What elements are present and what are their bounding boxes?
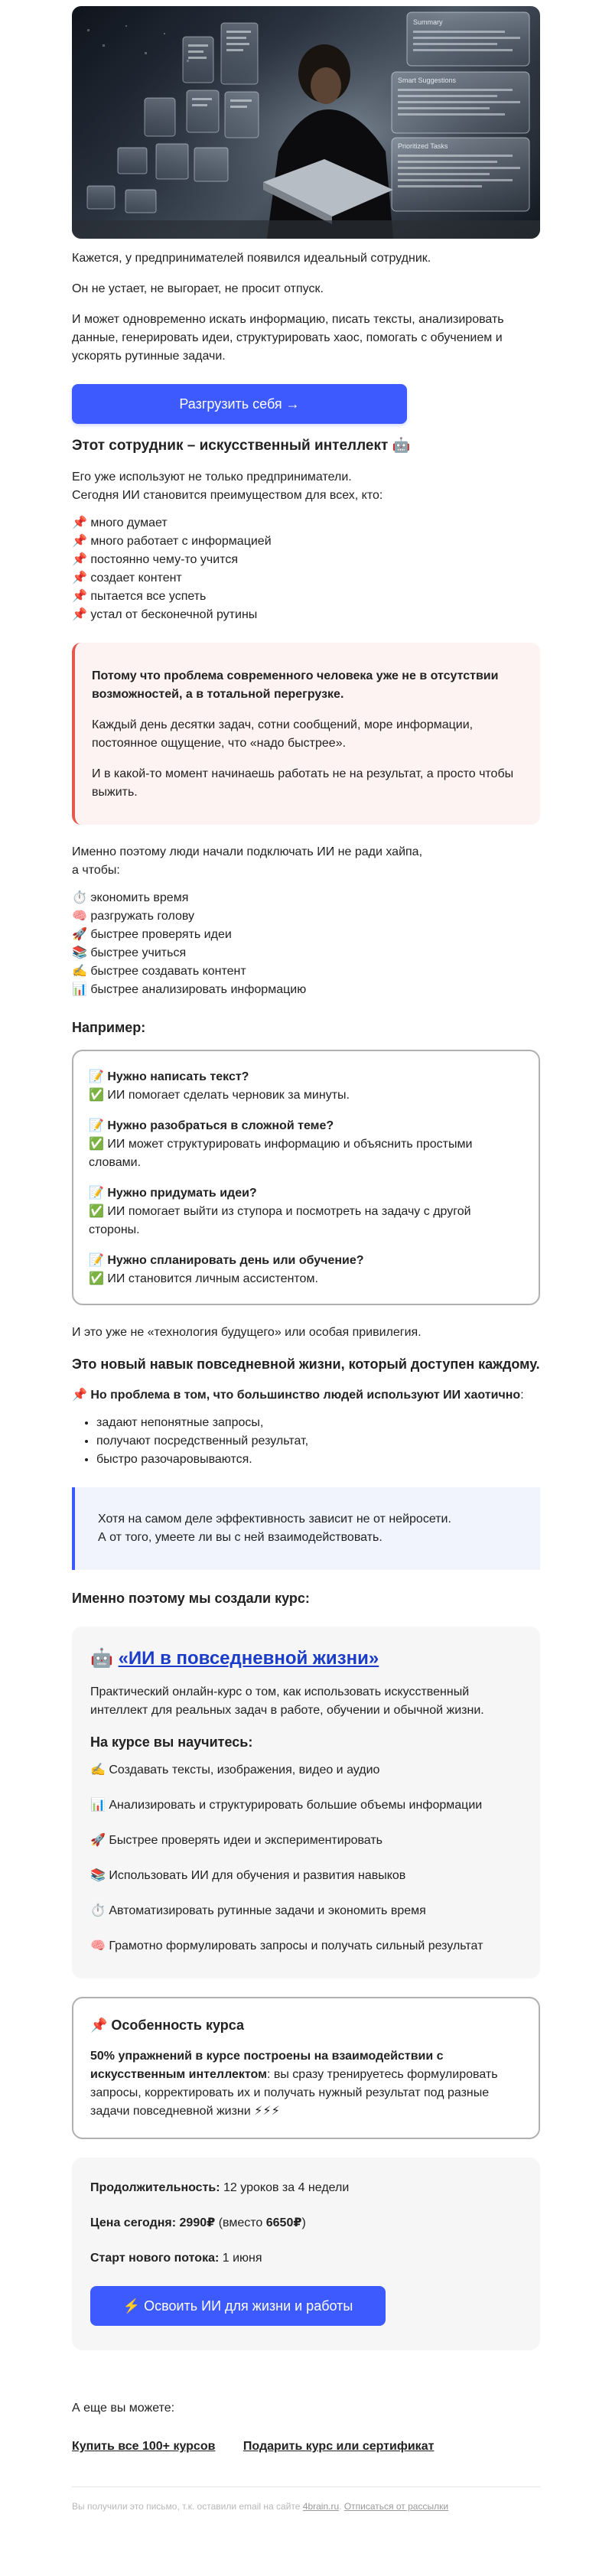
example-answer: ✅ ИИ помогает сделать черновик за минуты. [89, 1089, 350, 1102]
robot-icon: 🤖 [90, 1648, 113, 1669]
list-item: • задают непонятные запросы, [96, 1414, 540, 1432]
example-item [89, 1252, 522, 1288]
list-item: 📌 постоянно чему-то учится [72, 553, 238, 566]
why-line: Именно поэтому люди начали подключать ИИ не ради хайпа, [72, 845, 423, 858]
problem-bold: 📌 Но проблема в том, что большинство людей используют ИИ хаотично [72, 1389, 521, 1402]
list-item: • быстро разочаровываются. [96, 1451, 540, 1469]
gift-course-link[interactable]: Подарить курс или сертификат [243, 2440, 435, 2453]
employee-line: Его уже используют не только предприниматели. [72, 471, 352, 484]
skill-heading: Это новый навык повседневной жизни, который доступен каждому. [72, 1356, 540, 1372]
problem-text [72, 1386, 540, 1405]
buy-all-courses-link[interactable]: Купить все 100+ курсов [72, 2440, 216, 2453]
audience-list [72, 514, 540, 624]
example-question: 📝 Нужно придумать идеи? [89, 1187, 257, 1200]
list-item: 🚀 быстрее проверять идеи [72, 928, 232, 941]
skill-item: ✍️ Создавать тексты, изображения, видео и аудио [90, 1763, 380, 1776]
callout-text: Каждый день десятки задач, сотни сообщений, море информации, постоянное ощущение, что «надо быстрее». [92, 718, 474, 750]
unsubscribe-link[interactable]: Отписаться от рассылки [343, 2501, 449, 2512]
callout-text: И в какой-то момент начинаешь работать не на результат, а просто чтобы выжить. [92, 767, 514, 799]
course-info-box [72, 2158, 540, 2350]
learn-heading: На курсе вы научитесь: [90, 1734, 253, 1750]
quote-line: Хотя на самом деле эффективность зависит не от нейросети. [98, 1513, 451, 1526]
start-value: 1 июня [219, 2252, 262, 2265]
employee-line: Сегодня ИИ становится преимуществом для всех, кто: [72, 489, 383, 502]
skill-item: 📚 Использовать ИИ для обучения и развития навыков [90, 1869, 406, 1882]
list-item: 🧠 разгружать голову [72, 910, 195, 923]
future-text: И это уже не «технология будущего» или особая привилегия. [72, 1326, 422, 1339]
list-item: 📌 создает контент [72, 572, 182, 585]
example-answer: ✅ ИИ может структурировать информацию и объяснить простыми словами. [89, 1138, 473, 1169]
course-card [72, 1627, 540, 1978]
example-answer: ✅ ИИ становится личным ассистентом. [89, 1272, 318, 1285]
skill-item: ⏱️ Автоматизировать рутинные задачи и экономить время [90, 1904, 426, 1917]
unload-yourself-button[interactable]: Разгрузить себя → [72, 384, 407, 424]
footer-text: Вы получили это письмо, т.к. оставили email на сайте [72, 2501, 303, 2512]
example-question: 📝 Нужно написать текст? [89, 1070, 249, 1083]
list-item: ⏱️ экономить время [72, 891, 189, 904]
employee-heading: Этот сотрудник – искусственный интеллект 🤖 [72, 438, 411, 454]
footer-note [72, 2499, 540, 2513]
quote-block [72, 1487, 540, 1570]
price-old: 6650₽ [265, 2216, 302, 2229]
list-item: 📌 много работает с информацией [72, 535, 272, 548]
skill-item: 📊 Анализировать и структурировать большие объемы информации [90, 1799, 483, 1812]
feature-text [90, 2047, 522, 2121]
problem-list [72, 1414, 540, 1469]
examples-heading: Например: [72, 1020, 146, 1035]
hero-panel-title: Prioritized Tasks [398, 142, 448, 150]
email-body [72, 0, 540, 2532]
footer-links [72, 2438, 540, 2456]
hero-panel-title: Smart Suggestions [398, 77, 457, 84]
price-mid: (вместо [215, 2216, 266, 2229]
intro-paragraph: Кажется, у предпринимателей появился идеальный сотрудник. [72, 252, 431, 265]
overload-callout [72, 643, 540, 825]
example-item [89, 1068, 522, 1105]
course-title-link[interactable]: «ИИ в повседневной жизни» [118, 1648, 379, 1669]
list-item: 📚 быстрее учиться [72, 946, 187, 959]
divider [72, 2486, 540, 2487]
examples-box [72, 1050, 540, 1305]
hero-illustration [72, 6, 540, 239]
example-item [89, 1184, 522, 1239]
list-item: 📌 устал от бесконечной рутины [72, 608, 258, 621]
start-label: Старт нового потока: [90, 2252, 220, 2265]
example-answer: ✅ ИИ помогает выйти из ступора и посмотреть на задачу с другой стороны. [89, 1205, 471, 1236]
example-item [89, 1117, 522, 1172]
course-title [90, 1646, 522, 1671]
list-item: • получают посредственный результат, [96, 1432, 540, 1451]
problem-colon: : [520, 1389, 524, 1402]
hero-image [72, 6, 540, 239]
benefits-list [72, 889, 540, 999]
skill-item: 🧠 Грамотно формулировать запросы и получать сильный результат [90, 1939, 483, 1952]
intro-paragraph: Он не устает, не выгорает, не просит отпуск. [72, 282, 324, 295]
duration-value: 12 уроков за 4 недели [220, 2181, 350, 2194]
list-item: 📌 много думает [72, 516, 168, 529]
callout-bold-text: Потому что проблема современного человека уже не в отсутствии возможностей, а в тотальной перегрузке. [92, 669, 499, 701]
hero-panel-title: Summary [413, 18, 443, 26]
list-item: ✍️ быстрее создавать контент [72, 965, 246, 978]
footer-dot: . [339, 2501, 344, 2512]
more-text: А еще вы можете: [72, 2402, 175, 2415]
start-row [90, 2249, 522, 2268]
employee-text [72, 468, 540, 505]
feature-heading: 📌 Особенность курса [90, 2017, 244, 2033]
price-row [90, 2214, 522, 2232]
site-link[interactable]: 4brain.ru [302, 2501, 340, 2512]
feature-rest: : вы сразу тренируетесь формулировать запросы, корректировать их и получать нужный результат под разные задачи повседневной жизни ⚡⚡⚡ [90, 2068, 498, 2118]
course-intro-heading: Именно поэтому мы создали курс: [72, 1591, 310, 1606]
master-ai-button[interactable]: ⚡ Освоить ИИ для жизни и работы [90, 2286, 386, 2326]
quote-line: А от того, умеете ли вы с ней взаимодействовать. [98, 1531, 382, 1544]
example-question: 📝 Нужно спланировать день или обучение? [89, 1254, 364, 1267]
example-question: 📝 Нужно разобраться в сложной теме? [89, 1119, 334, 1132]
skills-list [90, 1761, 522, 1956]
duration-label: Продолжительность: [90, 2181, 220, 2194]
course-description: Практический онлайн-курс о том, как использовать искусственный интеллект для реальных задач в работе, обучении и обычной жизни. [90, 1685, 484, 1717]
course-feature-box [72, 1997, 540, 2139]
why-line: а чтобы: [72, 864, 120, 877]
list-item: 📊 быстрее анализировать информацию [72, 983, 307, 996]
list-item: 📌 пытается все успеть [72, 590, 207, 603]
skill-item: 🚀 Быстрее проверять идеи и экспериментировать [90, 1834, 383, 1847]
why-text [72, 843, 540, 880]
price-end: ) [301, 2216, 306, 2229]
feature-bold: 50% упражнений в курсе построены на взаимодействии с искусственным интеллектом [90, 2050, 444, 2081]
price-label: Цена сегодня: 2990₽ [90, 2216, 216, 2229]
duration-row [90, 2179, 522, 2197]
intro-paragraph: И может одновременно искать информацию, писать тексты, анализировать данные, генерировать идеи, структурировать хаос, помогать с обучением и ускорять рутинные задачи. [72, 313, 504, 363]
